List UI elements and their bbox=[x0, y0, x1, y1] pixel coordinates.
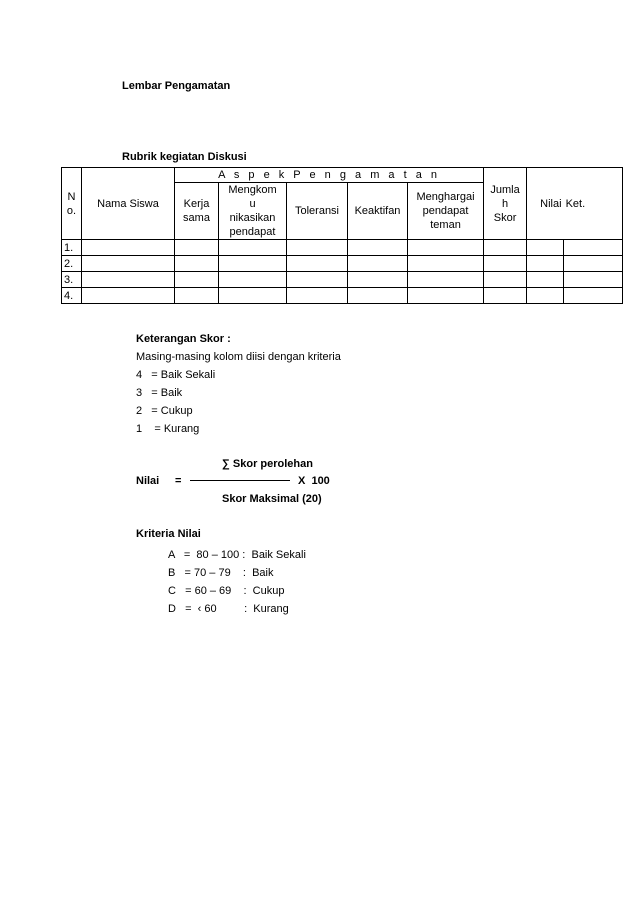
list-item: 1 = Kurang bbox=[136, 423, 200, 435]
header-ket: Ket. bbox=[564, 168, 623, 240]
list-item: 2 = Cukup bbox=[136, 405, 193, 417]
row-number: 1. bbox=[62, 240, 82, 256]
kriteria-heading: Kriteria Nilai bbox=[136, 528, 201, 540]
table-row bbox=[62, 272, 623, 288]
formula-label: Nilai bbox=[136, 475, 160, 487]
list-item: 3 = Baik bbox=[136, 387, 183, 399]
header-kerja-sama: Kerja sama bbox=[175, 183, 219, 240]
table-caption: Rubrik kegiatan Diskusi bbox=[122, 151, 247, 163]
list-item: D = ‹ 60 : Kurang bbox=[168, 603, 289, 615]
formula-multiplier: X 100 bbox=[298, 475, 330, 487]
formula-numerator: ∑ Skor perolehan bbox=[222, 458, 313, 470]
header-toleransi: Toleransi bbox=[287, 183, 348, 240]
list-item: 4 = Baik Sekali bbox=[136, 369, 216, 381]
header-jumlah-skor: Jumla h Skor bbox=[484, 168, 527, 240]
header-no: N o. bbox=[62, 168, 82, 240]
rubric-table bbox=[61, 167, 623, 304]
list-item: A = 80 – 100 : Baik Sekali bbox=[168, 549, 306, 561]
row-number: 3. bbox=[62, 272, 82, 288]
list-item: B = 70 – 79 : Baik bbox=[168, 567, 274, 579]
row-number: 2. bbox=[62, 256, 82, 272]
list-item: C = 60 – 69 : Cukup bbox=[168, 585, 285, 597]
header-nilai: Nilai bbox=[527, 168, 564, 240]
table-row bbox=[62, 240, 623, 256]
header-keaktifan: Keaktifan bbox=[348, 183, 408, 240]
header-menghargai-pendapat-teman: Menghargai pendapat teman bbox=[408, 183, 484, 240]
formula-equals: = bbox=[175, 475, 182, 487]
header-mengkomunikasikan-pendapat: Mengkom u nikasikan pendapat bbox=[219, 183, 287, 240]
formula-denominator: Skor Maksimal (20) bbox=[222, 493, 322, 505]
table-row bbox=[62, 288, 623, 304]
kriteria-list bbox=[168, 546, 306, 618]
keterangan-heading: Keterangan Skor : bbox=[136, 333, 231, 345]
fraction-line bbox=[190, 480, 290, 481]
header-aspek-pengamatan: A s p e k P e n g a m a t a n bbox=[175, 168, 484, 183]
row-number: 4. bbox=[62, 288, 82, 304]
keterangan-skor bbox=[136, 330, 341, 438]
header-nama-siswa: Nama Siswa bbox=[82, 168, 175, 240]
page-title: Lembar Pengamatan bbox=[122, 80, 231, 92]
table-row bbox=[62, 256, 623, 272]
keterangan-intro: Masing-masing kolom diisi dengan kriteria bbox=[136, 351, 341, 363]
